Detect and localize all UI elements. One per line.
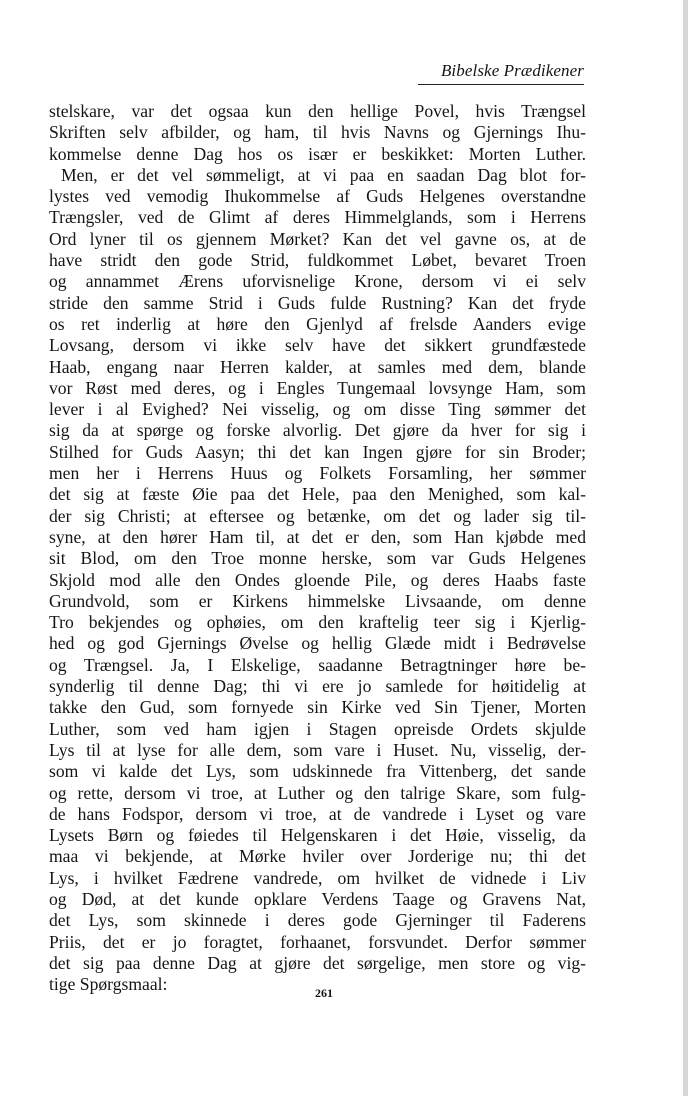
text-line: som vi kalde det Lys, som udskinnede fra Vittenberg, det sande [49,761,586,782]
text-line: syne, at den hører Ham til, at det er den, som Han kjøbde med [49,526,586,547]
text-line: Lysets Børn og føiedes til Helgenskaren i det Høie, visselig, da [49,825,586,846]
text-line: og annammet Ærens uforvisnelige Krone, dersom vi ei selv [49,271,586,292]
text-line: Stilhed for Guds Aasyn; thi det kan Ingen gjøre for sin Broder; [49,441,586,462]
text-line: tige Spørgsmaal: [49,974,168,995]
text-line: Tro bekjendes og ophøies, om den kraftelig teer sig i Kjerlig- [49,612,586,633]
page-number: 261 [315,986,333,1000]
text-line: de hans Fodspor, dersom vi troe, at de vandrede i Lyset og vare [49,803,586,824]
text-line: Men, er det vel sømmeligt, at vi paa en saadan Dag blot for- [61,164,586,185]
text-line: vor Røst med deres, og i Engles Tungemaal lovsynge Ham, som [49,377,586,398]
text-line: have stridt den gode Strid, fuldkommet Løbet, bevaret Troen [49,250,586,271]
text-line: maa vi bekjende, at Mørke hviler over Jorderige nu; thi det [49,846,586,867]
text-line: lystes ved vemodig Ihukommelse af Guds Helgenes overstandne [49,186,586,207]
text-line: Priis, det er jo foragtet, forhaanet, forsvundet. Derfor sømmer [49,931,586,952]
header-rule [418,84,584,85]
text-line: Lys, i hvilket Fædrene vandrede, om hvilket de vidnede i Liv [49,867,586,888]
text-line: sig da at spørge og forske alvorlig. Det gjøre da hver for sig i [49,420,586,441]
text-line: Trængsler, ved de Glimt af deres Himmelglands, som i Herrens [49,207,586,228]
text-line: kommelse denne Dag hos os især er beskikket: Morten Luther. [49,143,586,164]
text-line: det sig at fæste Øie paa det Hele, paa den Menighed, som kal- [49,484,586,505]
text-line: stelskare, var det ogsaa kun den hellige Povel, hvis Trængsel [49,101,586,121]
text-line: Skjold mod alle den Ondes gloende Pile, og deres Haabs faste [49,569,586,590]
text-line: Luther, som ved ham igjen i Stagen opreisde Ordets skjulde [49,718,586,739]
text-line: Lys til at lyse for alle dem, som vare i Huset. Nu, visselig, der- [49,739,586,760]
page-edge-shadow [683,0,688,1096]
body-text [49,101,586,995]
text-line: men her i Herrens Huus og Folkets Forsamling, her sømmer [49,463,586,484]
text-line: og rette, dersom vi troe, at Luther og den talrige Skare, som fulg- [49,782,586,803]
text-line: Haab, engang naar Herren kalder, at samles med dem, blande [49,356,586,377]
text-line: Skriften selv afbilder, og ham, til hvis Navns og Gjernings Ihu- [49,122,586,143]
text-line: synderlig til denne Dag; thi vi ere jo samlede for høitidelig at [49,676,586,697]
text-line: takke den Gud, som fornyede sin Kirke ved Sin Tjener, Morten [49,697,586,718]
text-line: og Død, at det kunde opklare Verdens Taage og Gravens Nat, [49,888,586,909]
text-line: sit Blod, om den Troe monne herske, som var Guds Helgenes [49,548,586,569]
text-line: og Trængsel. Ja, I Elskelige, saadanne Betragtninger høre be- [49,654,586,675]
text-line: Grundvold, som er Kirkens himmelske Livsaande, om denne [49,590,586,611]
text-line: det Lys, som skinnede i deres gode Gjerninger til Faderens [49,910,586,931]
text-line: der sig Christi; at eftersee og betænke, om det og lader sig til- [49,505,586,526]
text-line: Ord lyner til os gjennem Mørket? Kan det vel gavne os, at de [49,228,586,249]
text-line: det sig paa denne Dag at gjøre det sørgelige, men store og vig- [49,952,586,973]
text-line: lever i al Evighed? Nei visselig, og om disse Ting sømmer det [49,399,586,420]
text-line: os ret inderlig at høre den Gjenlyd af frelsde Aanders evige [49,313,586,334]
text-line: Lovsang, dersom vi ikke selv have det sikkert grundfæstede [49,335,586,356]
text-line: hed og god Gjernings Øvelse og hellig Glæde midt i Bedrøvelse [49,633,586,654]
running-header: Bibelske Prædikener [440,61,584,80]
text-line: stride den samme Strid i Guds fulde Rustning? Kan det fryde [49,292,586,313]
